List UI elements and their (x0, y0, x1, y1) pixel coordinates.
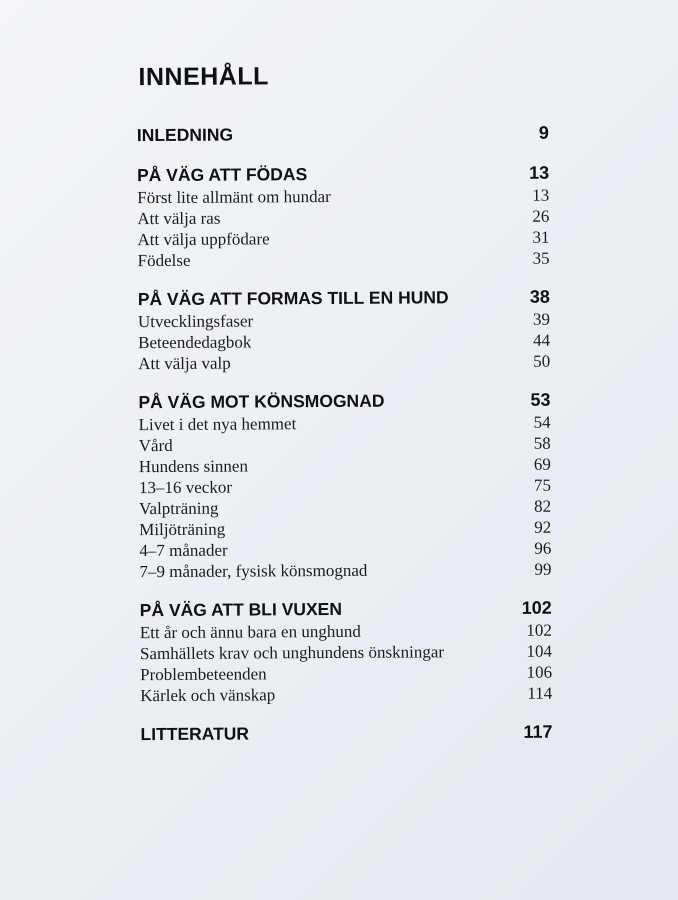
toc-entry-label: Att välja ras (137, 208, 221, 229)
toc-section-heading (138, 285, 550, 312)
toc-entry-page-number: 35 (532, 248, 550, 268)
toc-entry-page-number: 39 (532, 309, 551, 329)
toc-entry-page-number: 82 (534, 496, 552, 516)
section-heading-label: PÅ VÄG ATT FORMAS TILL EN HUND (137, 287, 449, 310)
toc-entry-label: 7–9 månader, fysisk könsmognad (139, 560, 368, 582)
toc-entry-page-number: 26 (532, 206, 550, 226)
section-page-number: 38 (529, 286, 550, 307)
toc-entry-label: Kärlek och vänskap (140, 685, 276, 706)
toc-entry-label: Vård (138, 435, 173, 456)
toc-entry (139, 433, 551, 457)
toc-entry-page-number: 50 (533, 351, 551, 371)
toc-entry-page-number: 102 (526, 620, 552, 640)
section-page-number: 117 (523, 721, 553, 742)
toc-entry-page-number: 92 (534, 517, 552, 537)
toc-entry-page-number: 104 (526, 641, 553, 661)
toc-entry (138, 309, 550, 333)
toc-entry-label: Beteendedagbok (138, 332, 252, 353)
toc-entry-page-number: 96 (534, 538, 552, 558)
toc-entry-label: Hundens sinnen (138, 456, 248, 477)
toc-entry (139, 412, 551, 436)
toc-entry (140, 662, 552, 686)
toc-entry (137, 206, 549, 230)
toc-entry-page-number: 75 (533, 475, 552, 495)
toc-section (140, 596, 553, 707)
toc-entry-label: Miljöträning (139, 519, 226, 540)
toc-entry-label: Valpträning (139, 498, 219, 519)
toc-entry (140, 683, 552, 707)
toc-section (138, 285, 551, 375)
toc-entry-page-number: 31 (532, 227, 550, 247)
toc-entry (139, 517, 551, 541)
section-heading-label: INLEDNING (136, 124, 234, 146)
toc-section-heading (140, 720, 552, 747)
section-page-number: 9 (538, 122, 549, 143)
toc-entry (139, 559, 551, 583)
toc-entry-label: Att välja valp (138, 353, 231, 374)
toc-entry-label: Livet i det nya hemmet (138, 414, 297, 435)
toc-entry-page-number: 69 (533, 454, 551, 474)
toc-entry-label: Födelse (137, 250, 191, 271)
toc-entry (139, 538, 551, 562)
toc-entry-page-number: 99 (534, 559, 552, 579)
toc-entry-label: 4–7 månader (139, 540, 228, 561)
toc-entry (139, 496, 551, 520)
section-page-number: 53 (530, 389, 551, 410)
toc-section-heading (140, 596, 552, 623)
toc-entry-label: Att välja uppfödare (137, 229, 270, 250)
section-heading-label: LITTERATUR (140, 723, 250, 745)
toc-entry-page-number: 106 (526, 662, 553, 682)
toc-section (137, 161, 550, 272)
toc-entry-page-number: 114 (527, 683, 553, 703)
table-of-contents (137, 121, 553, 763)
section-heading-label: PÅ VÄG ATT FÖDAS (137, 164, 308, 186)
toc-entry (137, 227, 549, 251)
toc-entry-label: 13–16 veckor (138, 477, 233, 498)
toc-section (138, 388, 551, 583)
toc-entry-label: Först lite allmänt om hundar (137, 186, 331, 208)
toc-section-heading (137, 161, 549, 188)
toc-entry-page-number: 44 (533, 330, 551, 350)
toc-entry-page-number: 54 (533, 412, 551, 432)
toc-section (137, 121, 549, 148)
section-page-number: 13 (528, 162, 550, 183)
toc-entry (139, 475, 551, 499)
toc-entry (140, 620, 552, 644)
toc-entry (138, 248, 550, 272)
toc-entry-label: Problembeteenden (140, 664, 267, 685)
toc-section (140, 720, 552, 747)
toc-entry (139, 454, 551, 478)
section-heading-label: PÅ VÄG MOT KÖNSMOGNAD (138, 390, 385, 413)
section-page-number: 102 (521, 597, 552, 618)
page-title: INNEHÅLL (138, 62, 269, 92)
toc-section-heading (138, 388, 550, 415)
section-heading-label: PÅ VÄG ATT BLI VUXEN (139, 598, 343, 621)
toc-entry-label: Utvecklingsfaser (137, 311, 254, 332)
toc-entry (137, 185, 549, 209)
toc-section-heading (137, 121, 549, 148)
toc-entry-page-number: 58 (533, 433, 551, 453)
toc-entry-page-number: 13 (532, 185, 550, 205)
toc-entry (138, 351, 550, 375)
toc-entry (138, 330, 550, 354)
toc-entry-label: Samhällets krav och unghundens önskningar (139, 642, 445, 664)
toc-entry (140, 641, 552, 665)
toc-entry-label: Ett år och ännu bara en unghund (139, 621, 361, 643)
